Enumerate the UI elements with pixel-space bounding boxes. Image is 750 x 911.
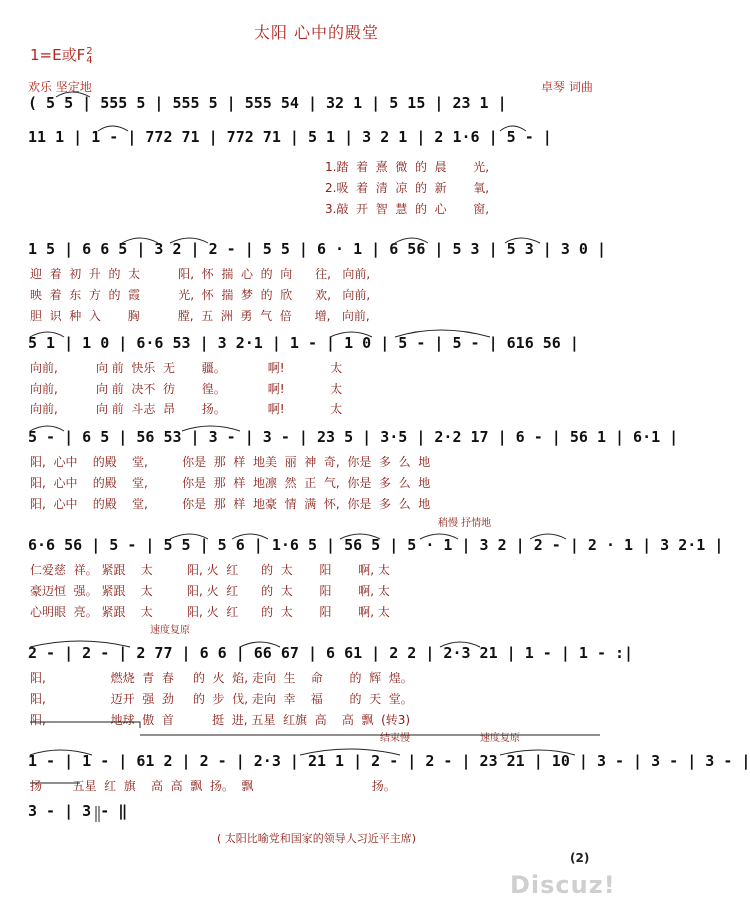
score-line-2: 11 1 | 1 - | 772 71 | 772 71 | 5 1 | 3 2 1 | 2 1·6 | 5 - | xyxy=(28,128,552,146)
key-text: 1=E或F xyxy=(30,46,86,64)
tempo-marking: 欢乐 坚定地 xyxy=(28,80,92,94)
lyric-line: 阳, 心中 的殿 堂, 你是 那 样 地美 丽 神 奇, 你是 多 么 地 xyxy=(30,455,431,469)
expression-mark: 速度复原 xyxy=(150,625,190,636)
score-line-5: 5 - | 6 5 | 56 53 | 3 - | 3 - | 23 5 | 3·5 | 2·2 17 | 6 - | 56 1 | 6·1 | xyxy=(28,428,679,446)
time-bottom: 4 xyxy=(86,54,93,66)
lyric-line: 阳, 迈开 强 劲 的 步 伐, 走向 幸 福 的 天 堂。 xyxy=(30,692,413,706)
lyric-line: 1.踏 着 熹 微 的 晨 光, xyxy=(325,160,490,174)
lyric-line: 阳, 地球 傲 首 挺 进, 五星 红旗 高 高 飘 (转3) xyxy=(30,713,411,727)
time-signature xyxy=(86,47,92,65)
watermark-logo: Discuz! xyxy=(510,871,616,899)
time-top: 2 xyxy=(86,45,93,57)
lyric-line: 胆 识 种 入 胸 膛, 五 洲 勇 气 倍 增, 向前, xyxy=(30,309,370,323)
page-number: (2) xyxy=(570,851,590,865)
lyric-line: 阳, 心中 的殿 堂, 你是 那 样 地凛 然 正 气, 你是 多 么 地 xyxy=(30,476,431,490)
score-line-1: ( 5 5 | 555 5 | 555 5 | 555 54 | 32 1 | 5 15 | 23 1 | xyxy=(28,94,507,112)
score-line-9: 3 - | 3 - ‖ xyxy=(28,802,128,820)
score-line-3: 1 5 | 6 6 5 | 3 2 | 2 - | 5 5 | 6 · 1 | 6 56 | 5 3 | 5 3 | 3 0 | xyxy=(28,240,606,258)
lyric-line: 扬 五星 红 旗 高 高 飘 扬。 飘 扬。 xyxy=(30,779,396,793)
composer-credit: 卓琴 词曲 xyxy=(541,80,593,94)
lyric-line: 2.吸 着 清 凉 的 新 氧, xyxy=(325,181,490,195)
lyric-line: 仁爱慈 祥。 紧跟 太 阳, 火 红 的 太 阳 啊, 太 xyxy=(30,563,390,577)
lyric-line: 迎 着 初 升 的 太 阳, 怀 揣 心 的 向 往, 向前, xyxy=(30,267,371,281)
expression-mark: 结束慢 xyxy=(380,733,410,744)
score-line-7: 2 - | 2 - | 2 77 | 6 6 | 66 67 | 6 61 | 2 2 | 2·3 21 | 1 - | 1 - :| xyxy=(28,644,634,662)
key-signature xyxy=(30,44,93,65)
lyric-line: 心明眼 亮。 紧跟 太 阳, 火 红 的 太 阳 啊, 太 xyxy=(30,605,390,619)
expression-mark: 速度复原 xyxy=(480,733,520,744)
score-line-8: 1 - | 1 - | 61 2 | 2 - | 2·3 | 21 1 | 2 - | 2 - | 23 21 | 10 | 3 - | 3 - | 3 - | xyxy=(28,752,750,770)
lyric-line: 阳, 心中 的殿 堂, 你是 那 样 地豪 情 满 怀, 你是 多 么 地 xyxy=(30,497,431,511)
footnote: ( 太阳比喻党和国家的领导人习近平主席) xyxy=(216,832,417,845)
lyric-line: 向前, 向 前 决不 彷 徨。 啊! 太 xyxy=(30,382,343,396)
song-title: 太阳 心中的殿堂 xyxy=(253,23,380,42)
score-line-6: 6·6 56 | 5 - | 5 5 | 5 6 | 1·6 5 | 56 5 | 5 · 1 | 3 2 | 2 - | 2 · 1 | 3 2·1 | xyxy=(28,536,724,554)
lyric-line: 豪迈恒 强。 紧跟 太 阳, 火 红 的 太 阳 啊, 太 xyxy=(30,584,390,598)
score-line-4: 5 1 | 1 0 | 6·6 53 | 3 2·1 | 1 - | 1 0 | 5 - | 5 - | 616 56 | xyxy=(28,334,579,352)
lyric-line: 阳, 燃烧 青 春 的 火 焰, 走向 生 命 的 辉 煌。 xyxy=(30,671,413,685)
lyric-line: 向前, 向 前 快乐 无 疆。 啊! 太 xyxy=(30,361,343,375)
lyric-line: 映 着 东 方 的 霞 光, 怀 揣 梦 的 欣 欢, 向前, xyxy=(30,288,371,302)
expression-mark: 稍慢 抒情地 xyxy=(438,518,492,529)
lyric-line: 3.敲 开 智 慧 的 心 窗, xyxy=(325,202,490,216)
lyric-line: 向前, 向 前 斗志 昂 扬。 啊! 太 xyxy=(30,402,343,416)
